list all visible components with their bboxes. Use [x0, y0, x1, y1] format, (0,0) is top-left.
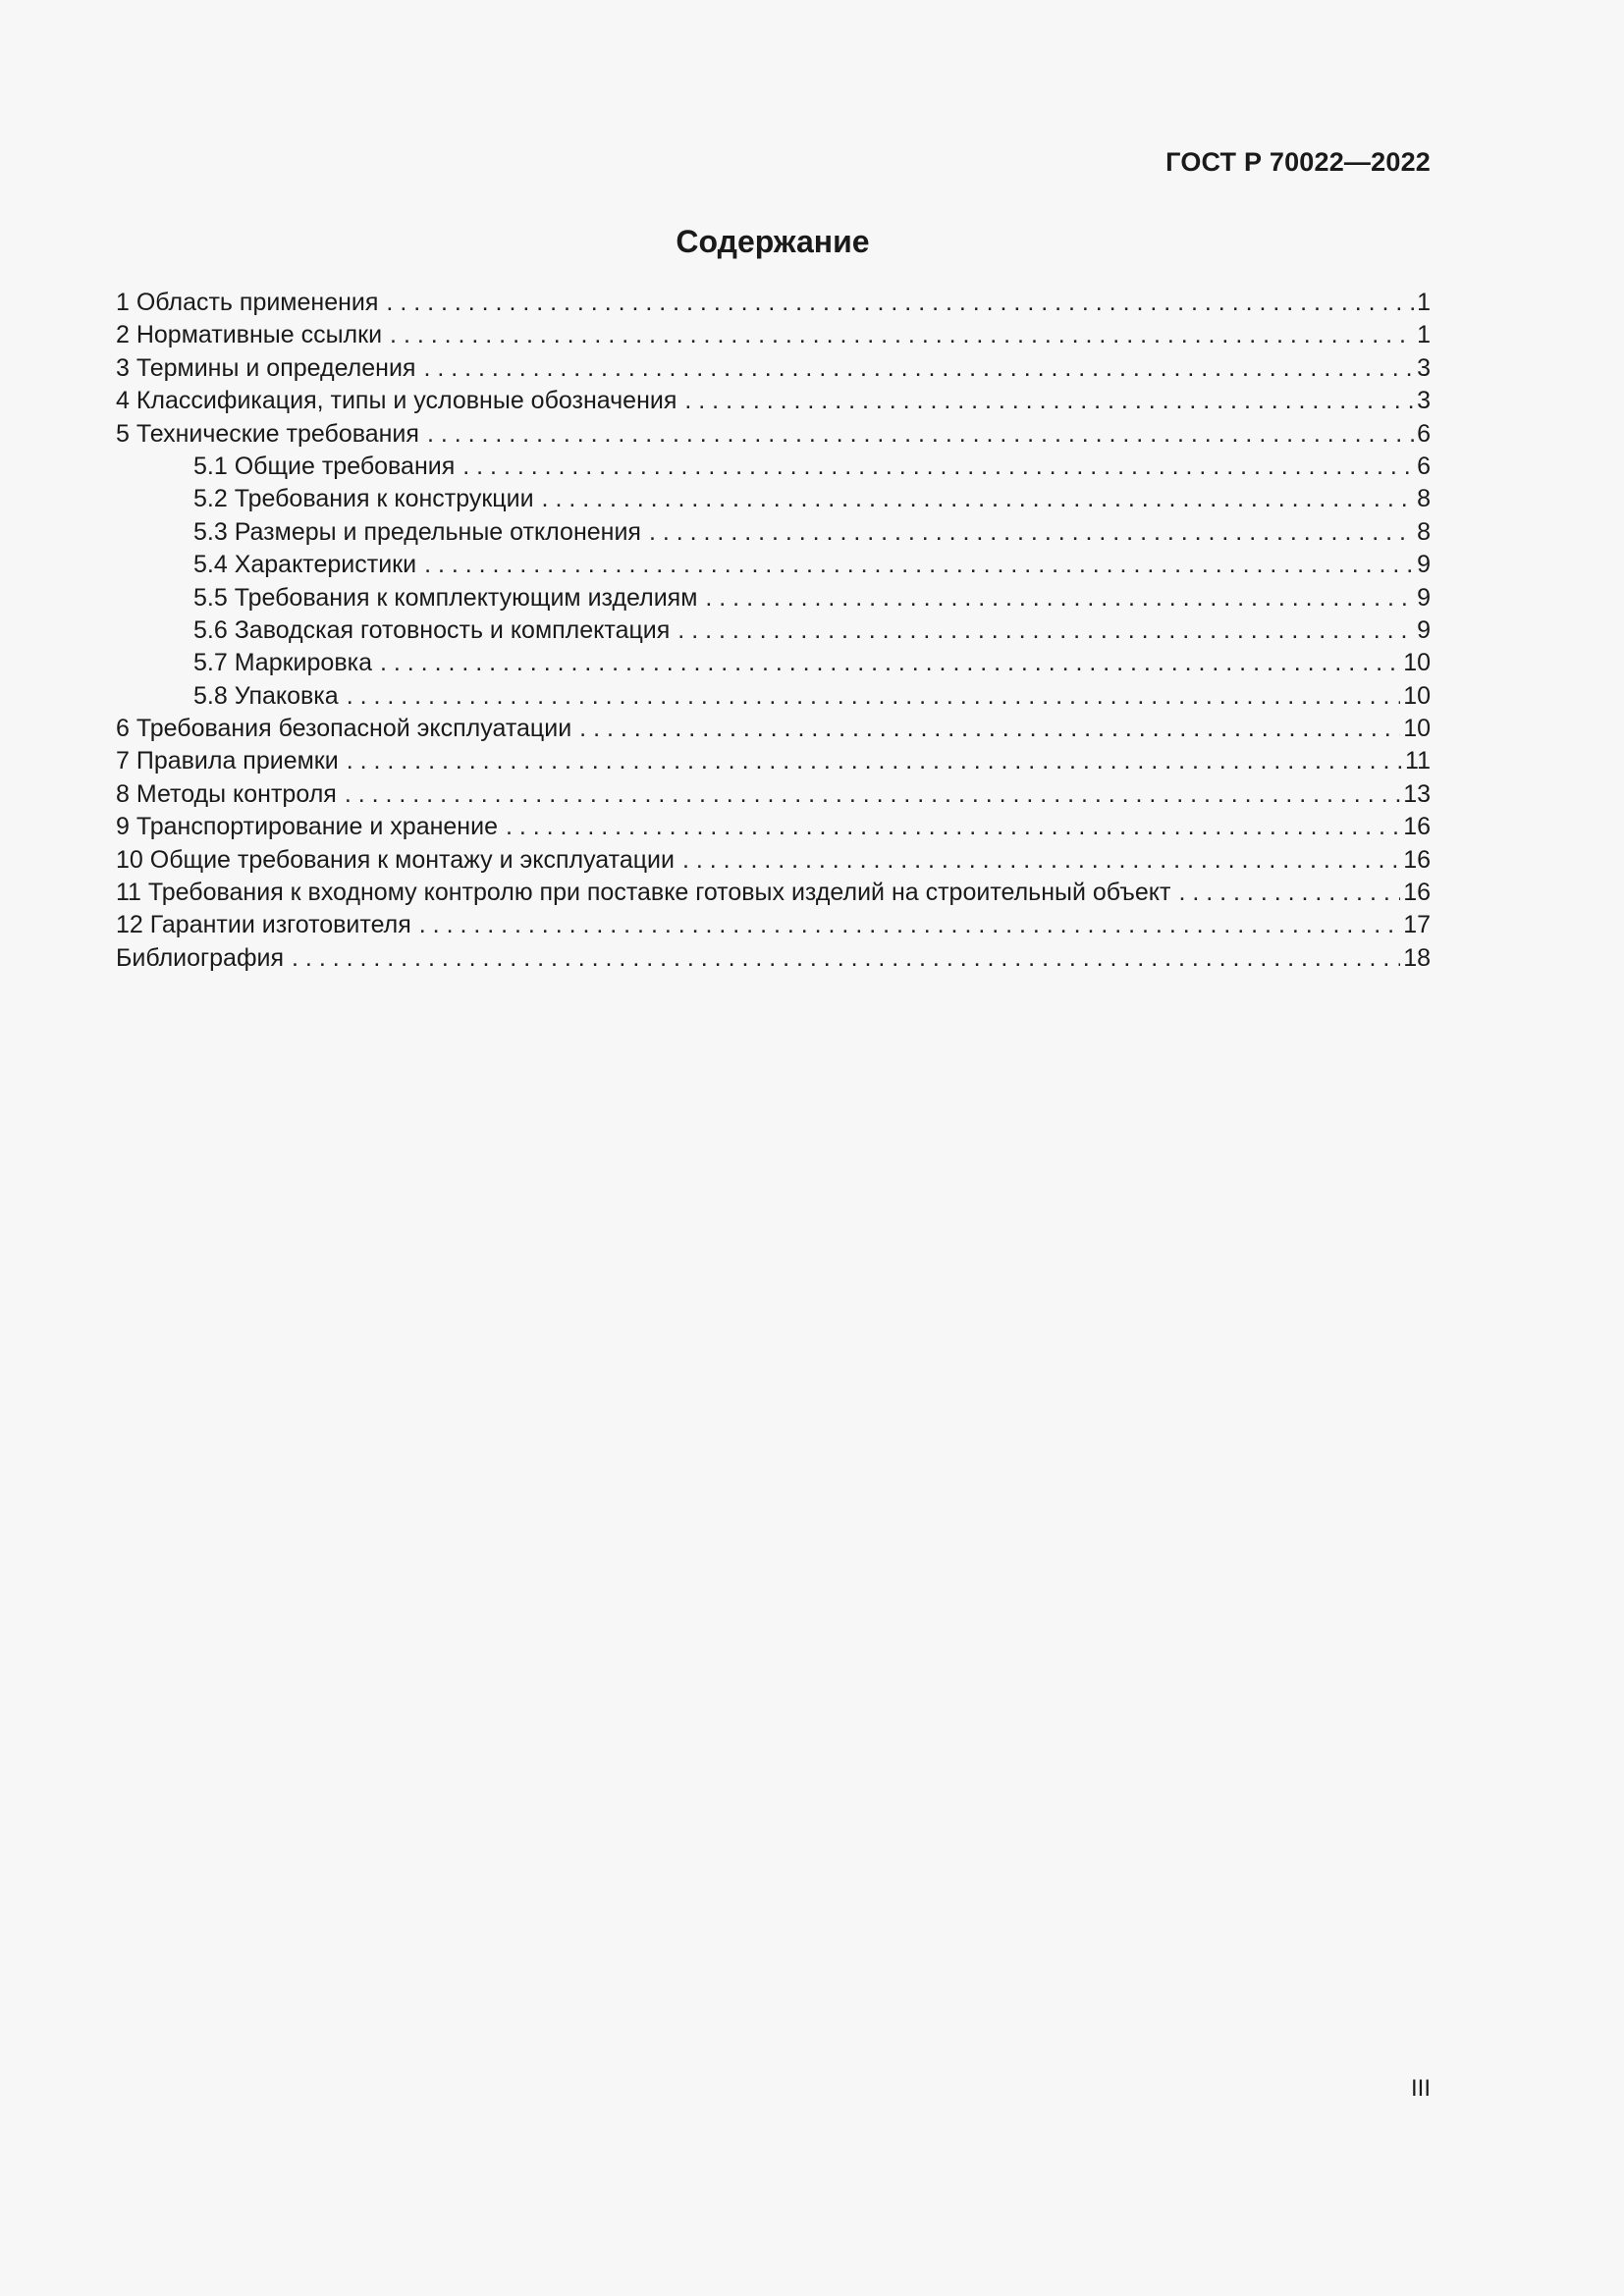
toc-entry[interactable] — [116, 418, 1431, 451]
toc-leader-dots — [424, 549, 1414, 581]
toc-entry-page: 16 — [1403, 845, 1431, 874]
toc-entry-label: Библиография — [116, 943, 285, 972]
toc-subentry[interactable] — [116, 516, 1431, 549]
toc-leader-dots — [1178, 877, 1400, 909]
toc-entry[interactable] — [116, 287, 1431, 319]
toc-entry-label: 5.1 Общие требования — [193, 452, 456, 480]
toc-leader-dots — [380, 647, 1400, 679]
toc-entry-label: 5.5 Требования к комплектующим изделиям — [193, 583, 698, 612]
toc-leader-dots — [345, 778, 1400, 811]
toc-entry-page: 16 — [1403, 813, 1431, 841]
toc-leader-dots — [684, 385, 1414, 417]
toc-entry-page: 3 — [1417, 353, 1431, 382]
toc-leader-dots — [506, 811, 1400, 843]
toc-entry[interactable] — [116, 844, 1431, 877]
toc-entry-page: 3 — [1417, 387, 1431, 415]
toc-subentry[interactable] — [116, 614, 1431, 647]
toc-entry-page: 8 — [1417, 517, 1431, 546]
toc-subentry[interactable] — [116, 549, 1431, 581]
toc-entry-label: 4 Классификация, типы и условные обозначения — [116, 387, 677, 415]
toc-entry-page: 18 — [1403, 943, 1431, 972]
toc-leader-dots — [386, 287, 1414, 319]
toc-subentry[interactable] — [116, 582, 1431, 614]
toc-entry-page: 10 — [1403, 681, 1431, 710]
toc-subentry[interactable] — [116, 647, 1431, 679]
toc-leader-dots — [705, 582, 1414, 614]
toc-entry[interactable] — [116, 778, 1431, 811]
toc-entry-page: 9 — [1417, 551, 1431, 579]
toc-entry-label: 6 Требования безопасной эксплуатации — [116, 715, 572, 743]
toc-entry[interactable] — [116, 352, 1431, 385]
toc-entry-page: 1 — [1417, 321, 1431, 349]
toc-entry-label: 5.8 Упаковка — [193, 681, 339, 710]
toc-subentry[interactable] — [116, 483, 1431, 515]
toc-entry-label: 8 Методы контроля — [116, 779, 337, 808]
toc-leader-dots — [649, 516, 1414, 549]
toc-leader-dots — [292, 942, 1400, 975]
page-number: III — [1410, 2075, 1431, 2102]
toc-entry-label: 5 Технические требования — [116, 419, 419, 448]
toc-entry-label: 7 Правила приемки — [116, 747, 339, 775]
toc-entry-label: 3 Термины и определения — [116, 353, 416, 382]
toc-entry-label: 12 Гарантии изготовителя — [116, 911, 411, 939]
toc-entry-label: 5.4 Характеристики — [193, 551, 417, 579]
toc-leader-dots — [390, 319, 1414, 351]
toc-leader-dots — [579, 713, 1400, 745]
toc-entry-page: 8 — [1417, 485, 1431, 513]
toc-entry-page: 11 — [1405, 747, 1431, 775]
toc-entry-page: 1 — [1417, 289, 1431, 316]
toc-leader-dots — [677, 614, 1414, 647]
toc-leader-dots — [682, 844, 1400, 877]
toc-entry-label: 10 Общие требования к монтажу и эксплуатации — [116, 845, 675, 874]
toc-entry-page: 17 — [1403, 911, 1431, 939]
toc-leader-dots — [347, 745, 1402, 777]
toc-entry-label: 9 Транспортирование и хранение — [116, 813, 498, 841]
toc-entry-label: 5.6 Заводская готовность и комплектация — [193, 615, 671, 644]
toc-entry[interactable] — [116, 713, 1431, 745]
toc-leader-dots — [427, 418, 1414, 451]
toc-leader-dots — [542, 483, 1415, 515]
toc-entry-label: 1 Область применения — [116, 289, 379, 316]
toc-entry-label: 2 Нормативные ссылки — [116, 321, 383, 349]
toc-entry-page: 9 — [1417, 583, 1431, 612]
toc-entry[interactable] — [116, 811, 1431, 843]
toc-leader-dots — [419, 909, 1400, 941]
toc-entry-page: 6 — [1417, 419, 1431, 448]
toc-entry-page: 13 — [1403, 779, 1431, 808]
toc-entry-page: 6 — [1417, 452, 1431, 480]
toc-entry-label: 5.7 Маркировка — [193, 649, 372, 677]
toc-entry-label: 11 Требования к входному контролю при поставке готовых изделий на строительный объект — [116, 879, 1171, 907]
toc-entry-page: 9 — [1417, 615, 1431, 644]
toc-entry-label: 5.2 Требования к конструкции — [193, 485, 534, 513]
toc-entry[interactable] — [116, 745, 1431, 777]
toc-entry-page: 10 — [1403, 649, 1431, 677]
toc-entry[interactable] — [116, 385, 1431, 417]
document-code: ГОСТ Р 70022—2022 — [1165, 147, 1431, 177]
toc-entry[interactable] — [116, 942, 1431, 975]
toc-subentry[interactable] — [116, 451, 1431, 483]
toc-entry[interactable] — [116, 877, 1431, 909]
toc-entry-label: 5.3 Размеры и предельные отклонения — [193, 517, 641, 546]
toc-entry-page: 16 — [1403, 879, 1431, 907]
toc-entry[interactable] — [116, 909, 1431, 941]
toc-leader-dots — [423, 352, 1414, 385]
toc-entry-page: 10 — [1403, 715, 1431, 743]
toc-subentry[interactable] — [116, 680, 1431, 713]
toc-leader-dots — [347, 680, 1400, 713]
toc-entry[interactable] — [116, 319, 1431, 351]
table-of-contents — [116, 287, 1431, 975]
toc-leader-dots — [462, 451, 1414, 483]
page-title: Содержание — [676, 224, 870, 259]
